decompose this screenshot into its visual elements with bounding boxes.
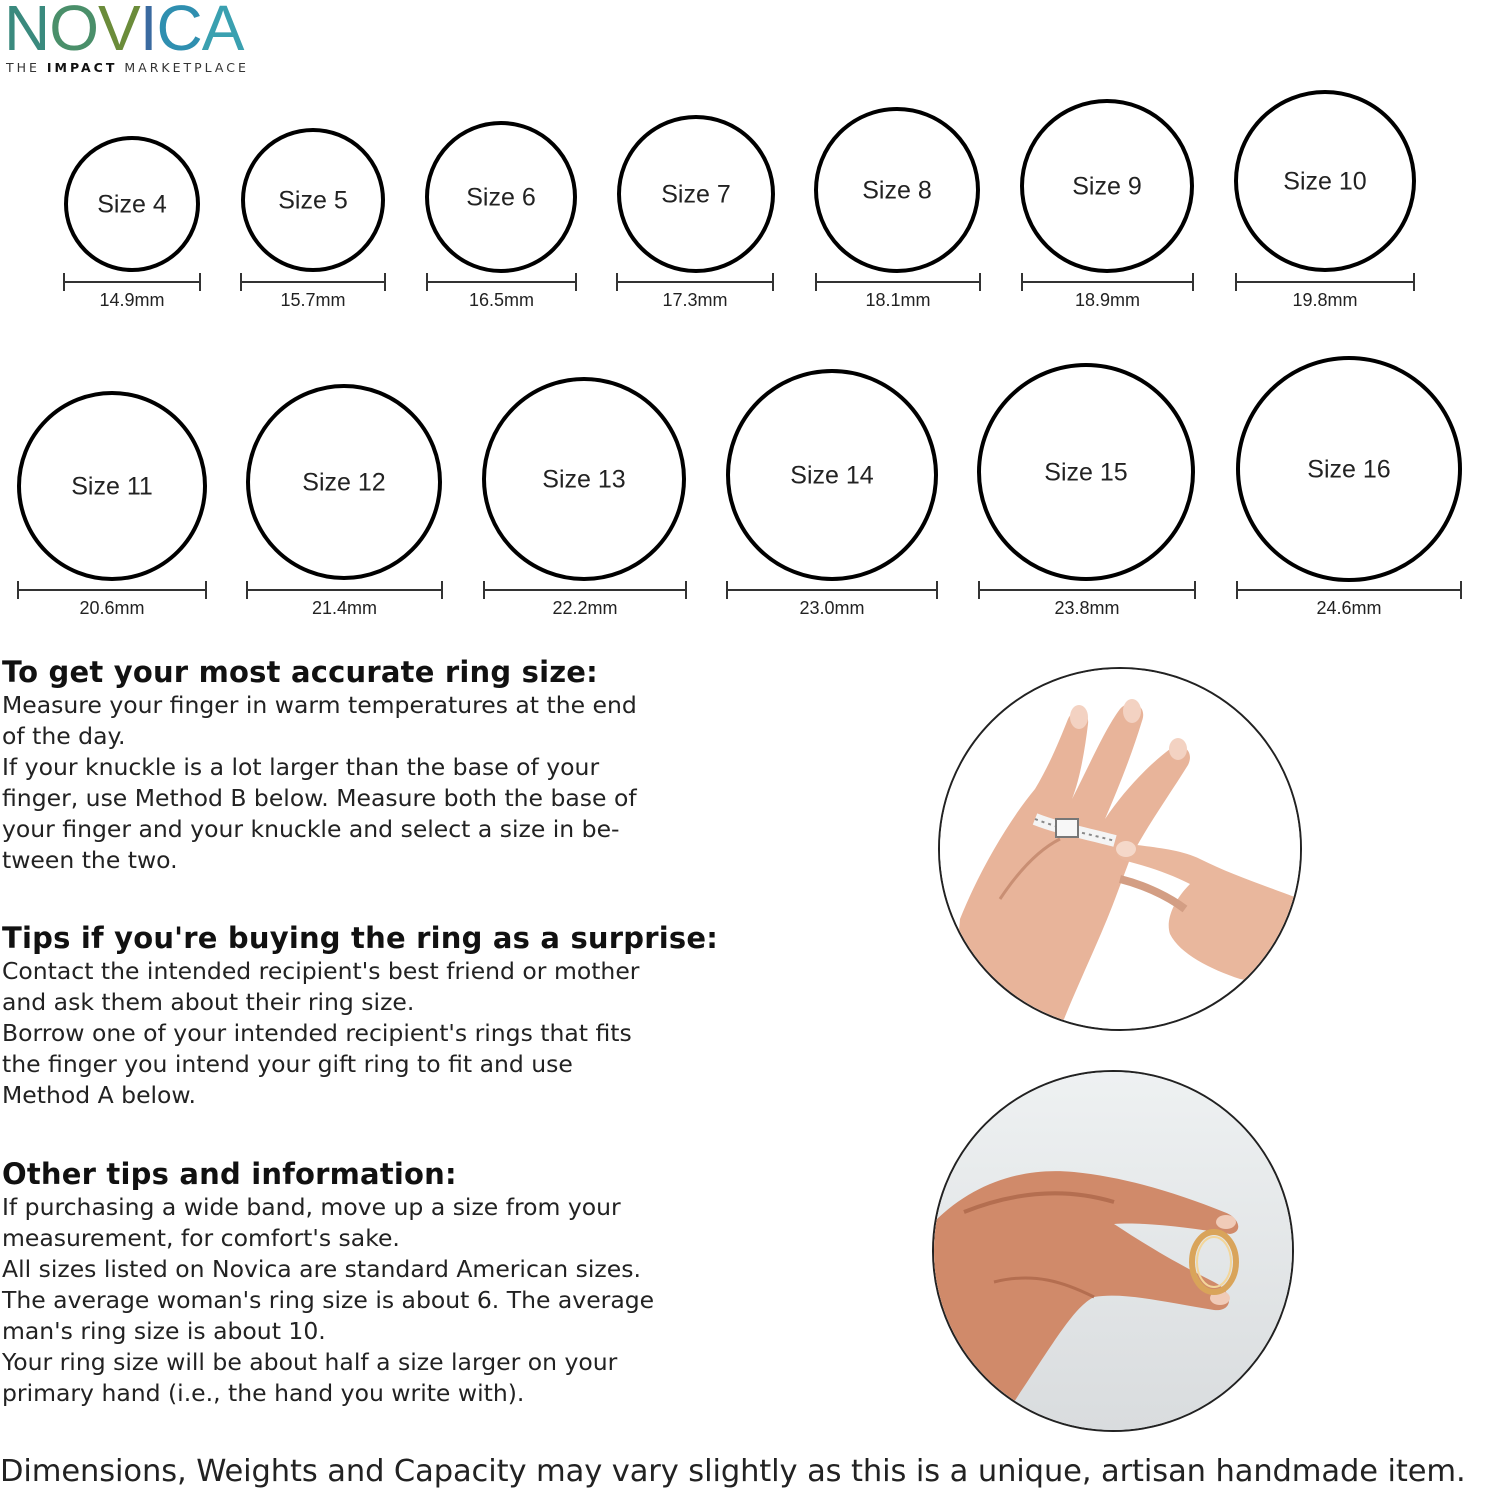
section-line: Method A below. xyxy=(2,1081,196,1109)
ring-sizer-photo xyxy=(938,667,1302,1031)
ring-size-label: Size 11 xyxy=(71,472,153,501)
section-line: primary hand (i.e., the hand you write with). xyxy=(2,1379,525,1407)
section-heading: Other tips and information: xyxy=(2,1157,457,1191)
ring-size-chart xyxy=(0,0,1500,640)
section-line: the finger you intend your gift ring to fit and use xyxy=(2,1050,573,1078)
diameter-label: 19.8mm xyxy=(1292,289,1358,310)
section-body xyxy=(2,956,732,1111)
section-line: Your ring size will be about half a size larger on your xyxy=(2,1348,618,1376)
section-line: and ask them about their ring size. xyxy=(2,988,415,1016)
section-line: All sizes listed on Novica are standard American sizes. xyxy=(2,1255,641,1283)
ring-size-label: Size 13 xyxy=(542,465,626,494)
brand-letter: O xyxy=(49,0,98,64)
section-line: tween the two. xyxy=(2,846,178,874)
section-heading: To get your most accurate ring size: xyxy=(2,655,598,689)
section-body xyxy=(2,690,732,876)
section-line: man's ring size is about 10. xyxy=(2,1317,326,1345)
tagline-post: MARKETPLACE xyxy=(117,60,249,75)
section-line: The average woman's ring size is about 6. The average xyxy=(2,1286,655,1314)
diameter-label: 16.5mm xyxy=(468,289,535,310)
section-line: If your knuckle is a lot larger than the base of your xyxy=(2,753,600,781)
section-line: Contact the intended recipient's best friend or mother xyxy=(2,957,640,985)
ring-size-label: Size 16 xyxy=(1307,455,1391,484)
ring-size-label: Size 10 xyxy=(1283,167,1367,196)
diameter-label: 15.7mm xyxy=(280,289,346,310)
section-line: If purchasing a wide band, move up a size from your xyxy=(2,1193,621,1221)
brand-letter: V xyxy=(98,0,140,64)
section-line: your finger and your knuckle and select a size in be- xyxy=(2,815,620,843)
brand-letter: C xyxy=(156,0,202,64)
brand-letter: A xyxy=(201,0,244,64)
brand-letter: N xyxy=(4,0,50,64)
tagline-pre: THE xyxy=(6,60,47,75)
other-tips-section xyxy=(2,1156,732,1409)
ring-size-label: Size 5 xyxy=(278,186,348,215)
ring-size-label: Size 8 xyxy=(862,176,932,205)
accurate-size-section xyxy=(2,654,732,876)
ring-size-label: Size 6 xyxy=(466,183,536,212)
hand-holding-ring-illustration xyxy=(934,1072,1292,1430)
section-body xyxy=(2,1192,732,1409)
section-line: measurement, for comfort's sake. xyxy=(2,1224,400,1252)
ring-size-label: Size 15 xyxy=(1044,458,1128,487)
diameter-label: 17.3mm xyxy=(662,289,728,310)
gold-ring-photo xyxy=(932,1070,1294,1432)
diameter-label: 18.9mm xyxy=(1074,289,1141,310)
section-line: of the day. xyxy=(2,722,126,750)
diameter-label: 21.4mm xyxy=(311,597,378,618)
ring-size-label: Size 4 xyxy=(97,190,167,219)
ring-size-label: Size 7 xyxy=(661,180,731,209)
diameter-label: 23.0mm xyxy=(799,597,865,618)
surprise-tips-section xyxy=(2,920,732,1111)
section-line: Borrow one of your intended recipient's rings that fits xyxy=(2,1019,632,1047)
handmade-disclaimer: Dimensions, Weights and Capacity may vary slightly as this is a unique, artisan handmade item. xyxy=(0,1454,1466,1489)
section-heading: Tips if you're buying the ring as a surprise: xyxy=(2,921,719,955)
tagline-bold: IMPACT xyxy=(46,60,118,75)
ring-size-label: Size 14 xyxy=(790,461,874,490)
diameter-label: 22.2mm xyxy=(552,597,618,618)
diameter-label: 24.6mm xyxy=(1316,597,1382,618)
ring-size-label: Size 12 xyxy=(302,468,386,497)
diameter-label: 23.8mm xyxy=(1054,597,1120,618)
ring-size-label: Size 9 xyxy=(1072,172,1142,201)
hand-with-sizer-illustration xyxy=(940,669,1300,1029)
diameter-label: 18.1mm xyxy=(865,289,931,310)
section-line: finger, use Method B below. Measure both the base of xyxy=(2,784,637,812)
diameter-label: 20.6mm xyxy=(79,597,145,618)
diameter-label: 14.9mm xyxy=(99,289,165,310)
brand-letter: I xyxy=(139,0,157,64)
section-line: Measure your finger in warm temperatures at the end xyxy=(2,691,637,719)
